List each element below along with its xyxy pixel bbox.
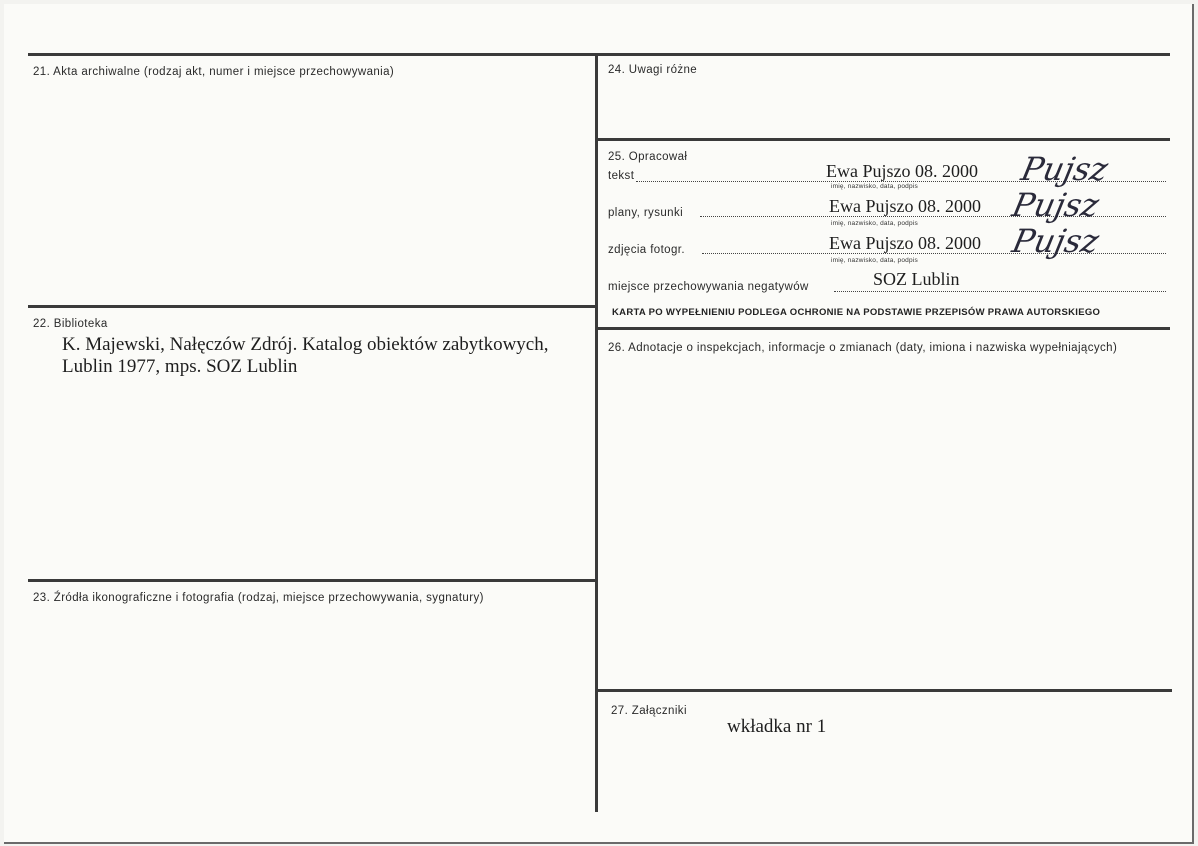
plany-label: plany, rysunki	[608, 207, 684, 219]
zdjecia-signature: Pujsz	[1008, 222, 1103, 260]
section-24-label: 24. Uwagi różne	[608, 64, 698, 76]
negatywy-location: SOZ Lublin	[873, 269, 960, 289]
section-21-label: 21. Akta archiwalne (rodzaj akt, numer i miejsce przechowywania)	[33, 66, 395, 78]
section-26-label: 26. Adnotacje o inspekcjach, informacje o zmianach (daty, imiona i nazwiska wypełniających)	[608, 342, 1118, 354]
rule-21-22	[28, 305, 596, 308]
negatywy-dotted-line	[834, 291, 1166, 292]
zdjecia-author: Ewa Pujszo 08. 2000	[829, 233, 981, 253]
zdjecia-hint: imię, nazwisko, data, podpis	[831, 257, 918, 264]
rule-26-27	[597, 689, 1172, 692]
plany-signature: Pujsz	[1008, 186, 1103, 224]
tekst-signature: Pujsz	[1017, 150, 1112, 188]
negatywy-label: miejsce przechowywania negatywów	[608, 281, 809, 293]
library-entry-line-2: Lublin 1977, mps. SOZ Lublin	[62, 356, 298, 377]
center-divider	[595, 53, 598, 812]
rule-22-23	[28, 579, 596, 582]
rule-25-26	[597, 327, 1170, 330]
tekst-hint: imię, nazwisko, data, podpis	[831, 183, 918, 190]
record-card	[4, 4, 1194, 844]
copyright-notice: KARTA PO WYPEŁNIENIU PODLEGA OCHRONIE NA PODSTAWIE PRZEPISÓW PRAWA AUTORSKIEGO	[612, 307, 1101, 318]
library-entry-line-1: K. Majewski, Nałęczów Zdrój. Katalog obiektów zabytkowych,	[62, 334, 549, 355]
tekst-label: tekst	[608, 170, 635, 182]
top-rule	[28, 53, 1170, 56]
attachment-entry: wkładka nr 1	[727, 716, 827, 737]
plany-author: Ewa Pujszo 08. 2000	[829, 196, 981, 216]
plany-hint: imię, nazwisko, data, podpis	[831, 220, 918, 227]
section-25-label: 25. Opracował	[608, 151, 688, 163]
tekst-author: Ewa Pujszo 08. 2000	[826, 161, 978, 181]
rule-24-25	[597, 138, 1170, 141]
section-22-label: 22. Biblioteka	[33, 318, 108, 330]
section-23-label: 23. Źródła ikonograficzne i fotografia (rodzaj, miejsce przechowywania, sygnatury)	[33, 592, 484, 604]
zdjecia-label: zdjęcia fotogr.	[608, 244, 685, 256]
section-27-label: 27. Załączniki	[611, 705, 687, 717]
